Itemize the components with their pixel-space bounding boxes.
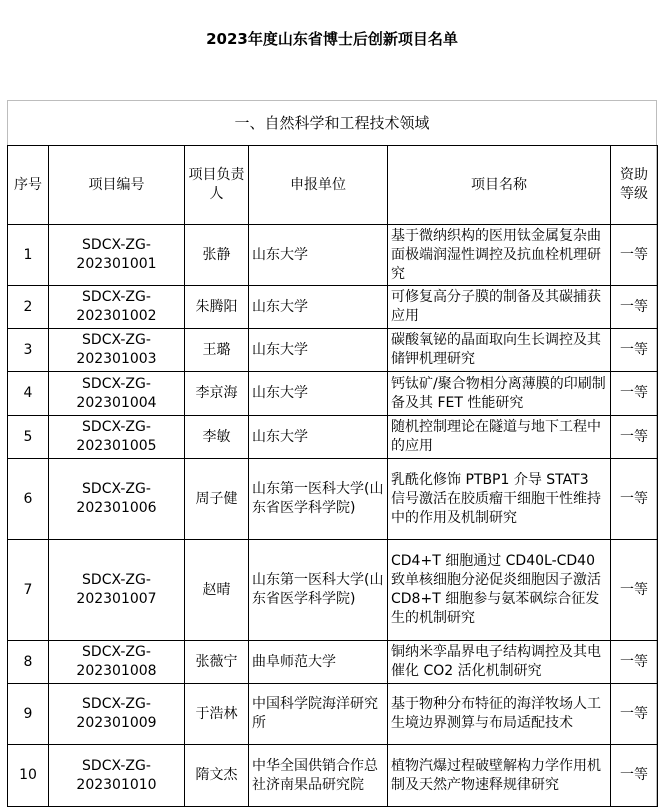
header-unit: 申报单位 (249, 146, 388, 225)
row-code: SDCX-ZG-202301007 (49, 540, 185, 641)
row-leader: 赵晴 (185, 540, 249, 641)
table-row (8, 286, 658, 329)
row-project-name: 随机控制理论在隧道与地下工程中的应用 (388, 416, 611, 459)
row-level: 一等 (611, 372, 658, 416)
row-unit: 山东大学 (249, 329, 388, 372)
row-no: 5 (8, 416, 49, 459)
table-row (8, 641, 658, 684)
header-code: 项目编号 (49, 146, 185, 225)
table-row (8, 459, 658, 540)
row-unit: 山东大学 (249, 225, 388, 286)
row-no: 3 (8, 329, 49, 372)
row-code: SDCX-ZG-202301001 (49, 225, 185, 286)
row-level: 一等 (611, 459, 658, 540)
row-code: SDCX-ZG-202301005 (49, 416, 185, 459)
row-code: SDCX-ZG-202301010 (49, 745, 185, 807)
row-leader: 于浩林 (185, 684, 249, 745)
row-level: 一等 (611, 641, 658, 684)
table-row (8, 416, 658, 459)
row-leader: 李京海 (185, 372, 249, 416)
row-leader: 周子健 (185, 459, 249, 540)
row-code: SDCX-ZG-202301002 (49, 286, 185, 329)
row-no: 6 (8, 459, 49, 540)
project-table (7, 145, 658, 807)
row-no: 7 (8, 540, 49, 641)
row-no: 10 (8, 745, 49, 807)
row-no: 9 (8, 684, 49, 745)
row-no: 8 (8, 641, 49, 684)
row-project-name: 碳酸氧铋的晶面取向生长调控及其储钾机理研究 (388, 329, 611, 372)
row-project-name: 基于物种分布特征的海洋牧场人工生境边界测算与布局适配技术 (388, 684, 611, 745)
row-unit: 中国科学院海洋研究所 (249, 684, 388, 745)
row-code: SDCX-ZG-202301003 (49, 329, 185, 372)
row-unit: 山东大学 (249, 416, 388, 459)
header-no: 序号 (8, 146, 49, 225)
row-no: 2 (8, 286, 49, 329)
row-unit: 山东大学 (249, 372, 388, 416)
row-unit: 曲阜师范大学 (249, 641, 388, 684)
row-no: 4 (8, 372, 49, 416)
row-code: SDCX-ZG-202301009 (49, 684, 185, 745)
header-name: 项目名称 (388, 146, 611, 225)
table-row (8, 329, 658, 372)
row-unit: 山东第一医科大学(山东省医学科学院) (249, 459, 388, 540)
row-level: 一等 (611, 416, 658, 459)
row-level: 一等 (611, 225, 658, 286)
row-leader: 朱腾阳 (185, 286, 249, 329)
table-row (8, 372, 658, 416)
row-level: 一等 (611, 540, 658, 641)
row-project-name: 植物汽爆过程破壁解构力学作用机制及天然产物速释规律研究 (388, 745, 611, 807)
row-unit: 中华全国供销合作总社济南果品研究院 (249, 745, 388, 807)
row-leader: 张薇宁 (185, 641, 249, 684)
row-code: SDCX-ZG-202301004 (49, 372, 185, 416)
row-leader: 李敏 (185, 416, 249, 459)
section-title: 一、自然科学和工程技术领域 (234, 114, 430, 132)
row-leader: 王璐 (185, 329, 249, 372)
document-title: 2023年度山东省博士后创新项目名单 (206, 30, 458, 48)
header-leader: 项目负责人 (185, 146, 249, 225)
row-project-name: 乳酰化修饰 PTBP1 介导 STAT3 信号激活在胶质瘤干细胞干性维持中的作用及机制研究 (388, 459, 611, 540)
row-no: 1 (8, 225, 49, 286)
row-unit: 山东第一医科大学(山东省医学科学院) (249, 540, 388, 641)
table-row (8, 745, 658, 807)
row-project-name: 铜纳米孪晶界电子结构调控及其电催化 CO2 活化机制研究 (388, 641, 611, 684)
row-level: 一等 (611, 684, 658, 745)
row-level: 一等 (611, 329, 658, 372)
row-project-name: CD4+T 细胞通过 CD40L-CD40 致单核细胞分泌促炎细胞因子激活 CD8+T 细胞参与氨苯砜综合征发生的机制研究 (388, 540, 611, 641)
row-unit: 山东大学 (249, 286, 388, 329)
header-level: 资助等级 (611, 146, 658, 225)
table-row (8, 684, 658, 745)
row-leader: 隋文杰 (185, 745, 249, 807)
table-row (8, 225, 658, 286)
row-level: 一等 (611, 286, 658, 329)
row-project-name: 基于微纳织构的医用钛金属复杂曲面极端润湿性调控及抗血栓机理研究 (388, 225, 611, 286)
row-code: SDCX-ZG-202301006 (49, 459, 185, 540)
row-leader: 张静 (185, 225, 249, 286)
row-project-name: 钙钛矿/聚合物相分离薄膜的印刷制备及其 FET 性能研究 (388, 372, 611, 416)
table-row (8, 540, 658, 641)
row-project-name: 可修复高分子膜的制备及其碳捕获应用 (388, 286, 611, 329)
table-header-row (8, 146, 658, 225)
row-level: 一等 (611, 745, 658, 807)
row-code: SDCX-ZG-202301008 (49, 641, 185, 684)
